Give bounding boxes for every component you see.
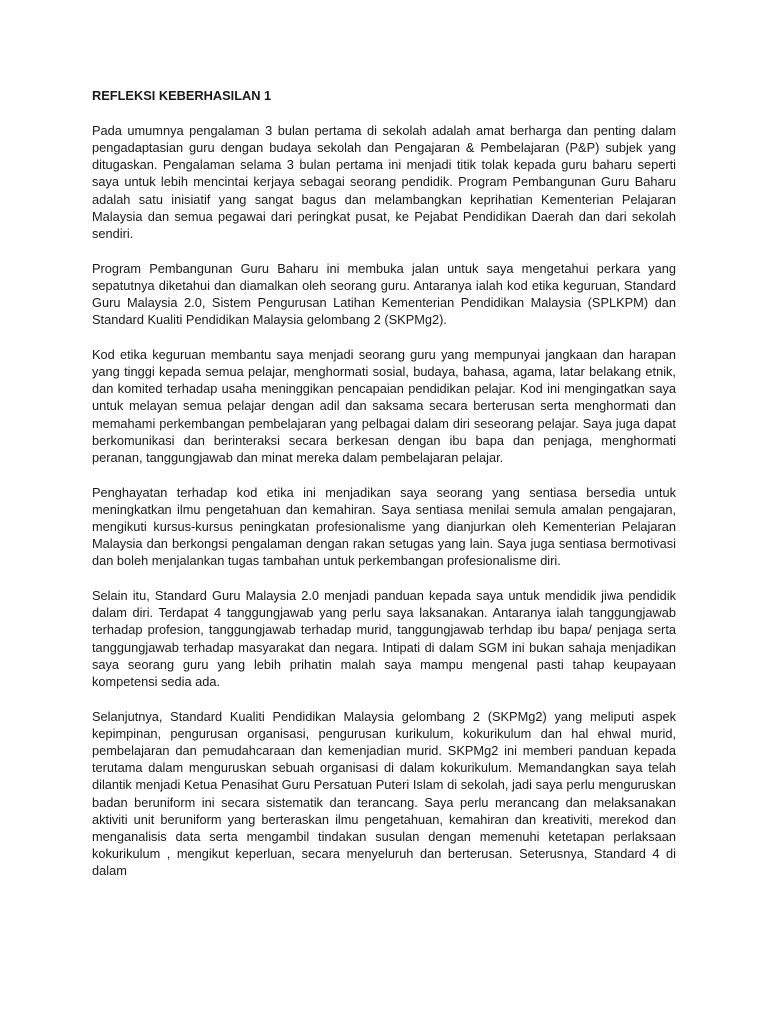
paragraph-3: Kod etika keguruan membantu saya menjadi seorang guru yang mempunyai jangkaan dan harapan yang tinggi kepada semua pelajar, menghormati sosial, budaya, bahasa, agama, latar belakang etnik, dan komited terhadap usaha meninggikan pencapaian pendidikan pelajar. Kod ini mengingatkan saya untuk melayan semua pelajar dengan adil dan saksama secara berterusan serta menghormati dan memahami perkembangan pembelajaran yang pelbagai dalam diri seseorang pelajar. Saya juga dapat berkomunikasi dan berinteraksi secara berkesan dengan ibu bapa dan penjaga, menghormati peranan, tanggungjawab dan minat mereka dalam pembelajaran pelajar. xyxy=(92,346,676,465)
paragraph-6: Selanjutnya, Standard Kualiti Pendidikan Malaysia gelombang 2 (SKPMg2) yang meliputi aspek kepimpinan, pengurusan organisasi, pengurusan kurikulum, kokurikulum dan hal ehwal murid, pembelajaran dan pemudahcaraan dan kemenjadian murid. SKPMg2 ini memberi panduan kepada terutama dalam menguruskan sebuah organisasi di dalam kokurikulum. Memandangkan saya telah dilantik menjadi Ketua Penasihat Guru Persatuan Puteri Islam di sekolah, jadi saya perlu menguruskan badan beruniform ini secara sistematik dan terancang. Saya perlu merancang dan melaksanakan aktiviti unit beruniform yang berteraskan ilmu pengetahuan, kemahiran dan kreativiti, merekod dan menganalisis data serta mengambil tindakan susulan dengan memenuhi ketetapan perlaksaan kokurikulum , mengikut keperluan, secara menyeluruh dan berterusan. Seterusnya, Standard 4 di dalam xyxy=(92,708,676,879)
paragraph-4: Penghayatan terhadap kod etika ini menjadikan saya seorang yang sentiasa bersedia untuk meningkatkan ilmu pengetahuan dan kemahiran. Saya sentiasa menilai semula amalan pengajaran, mengikuti kursus-kursus peningkatan profesionalisme yang dianjurkan oleh Kementerian Pelajaran Malaysia dan berkongsi pengalaman dengan rakan setugas yang lain. Saya juga sentiasa bermotivasi dan boleh menjalankan tugas tambahan untuk perkembangan profesionalisme diri. xyxy=(92,484,676,569)
document-page xyxy=(92,87,676,897)
document-title: REFLEKSI KEBERHASILAN 1 xyxy=(92,88,272,103)
paragraph-5: Selain itu, Standard Guru Malaysia 2.0 menjadi panduan kepada saya untuk mendidik jiwa pendidik dalam diri. Terdapat 4 tanggungjawab yang perlu saya laksanakan. Antaranya ialah tanggungjawab terhadap profesion, tanggungjawab terhadap murid, tanggungjawab terhdap ibu bapa/ penjaga serta tanggungjawab terhadap masyarakat dan negara. Intipati di dalam SGM ini bukan sahaja menjadikan saya seorang guru yang lebih prihatin malah saya mampu mengenal pasti tahap keupayaan kompetensi sedia ada. xyxy=(92,587,676,689)
paragraph-2: Program Pembangunan Guru Baharu ini membuka jalan untuk saya mengetahui perkara yang sepatutnya diketahui dan diamalkan oleh seorang guru. Antaranya ialah kod etika keguruan, Standard Guru Malaysia 2.0, Sistem Pengurusan Latihan Kementerian Pendidikan Malaysia (SPLKPM) dan Standard Kualiti Pendidikan Malaysia gelombang 2 (SKPMg2). xyxy=(92,260,676,328)
paragraph-1: Pada umumnya pengalaman 3 bulan pertama di sekolah adalah amat berharga dan penting dalam pengadaptasian guru dengan budaya sekolah dan Pengajaran & Pembelajaran (P&P) subjek yang ditugaskan. Pengalaman selama 3 bulan pertama ini menjadi titik tolak kepada guru baharu seperti saya untuk lebih mencintai kerjaya sebagai seorang pendidik. Program Pembangunan Guru Baharu adalah satu inisiatif yang sangat bagus dan melambangkan keprihatian Kementerian Pelajaran Malaysia dan semua pegawai dari peringkat pusat, ke Pejabat Pendidikan Daerah dan dari sekolah sendiri. xyxy=(92,122,676,241)
